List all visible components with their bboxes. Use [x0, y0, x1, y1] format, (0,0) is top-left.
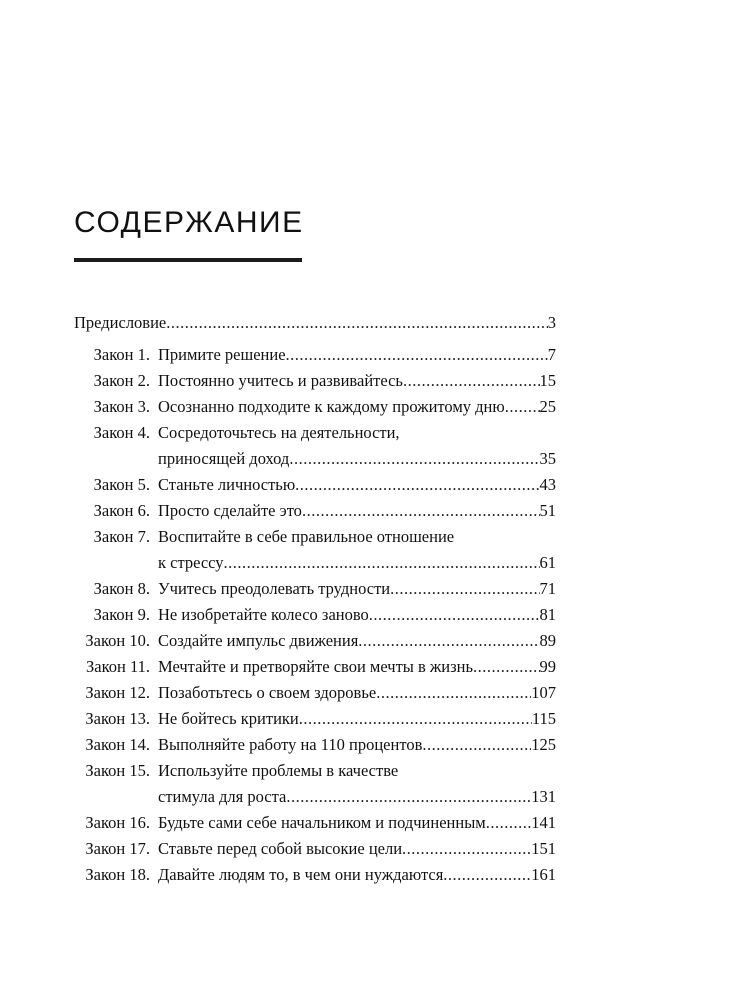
toc-page-number: 107 [531, 683, 556, 702]
toc-entry-text: Предисловие [74, 313, 167, 332]
dot-leader [390, 576, 539, 602]
toc-entry[interactable] [74, 342, 556, 368]
toc-entry-number: Закон 9. [93, 605, 150, 624]
toc-entry-text: стимула для роста [158, 787, 287, 806]
toc-preface[interactable] [74, 310, 556, 336]
toc-page-number: 89 [539, 631, 556, 650]
toc-entry-text: Не изобретайте колесо заново [158, 605, 369, 624]
toc-page-number: 141 [531, 813, 556, 832]
toc-entry-number: Закон 3. [93, 397, 150, 416]
toc-page-number: 51 [539, 501, 556, 520]
toc-page-number: 115 [531, 709, 556, 728]
toc-page-number: 35 [539, 449, 556, 468]
toc-entry-number: Закон 5. [93, 475, 150, 494]
dot-leader [369, 602, 540, 628]
toc-entry-text: Позаботьтесь о своем здоровье [158, 683, 377, 702]
dot-leader [295, 472, 539, 498]
dot-leader [402, 836, 531, 862]
toc-page-number: 7 [547, 345, 556, 364]
toc-entry[interactable] [74, 472, 556, 498]
toc-entry-number: Закон 18. [85, 865, 150, 884]
dot-leader [486, 810, 532, 836]
toc-page-number: 15 [539, 371, 556, 390]
toc-entry-text: Ставьте перед собой высокие цели [158, 839, 403, 858]
toc-entry-text: Постоянно учитесь и развивайтесь [158, 371, 403, 390]
toc-page-number: 81 [539, 605, 556, 624]
dot-leader [299, 706, 532, 732]
toc-entry[interactable] [74, 420, 556, 472]
toc-entry[interactable] [74, 758, 556, 810]
toc-entry-number: Закон 16. [85, 813, 150, 832]
toc-entry[interactable] [74, 498, 556, 524]
toc-entry[interactable] [74, 602, 556, 628]
dot-leader [358, 628, 539, 654]
toc-entry-text: Осознанно подходите к каждому прожитому дню [158, 397, 505, 416]
toc-entry-number: Закон 6. [93, 501, 150, 520]
toc-entry-number: Закон 11. [86, 657, 150, 676]
dot-leader [286, 342, 548, 368]
dot-leader [224, 550, 540, 576]
toc-entry-text: Просто сделайте это [158, 501, 302, 520]
toc-entry-number: Закон 15. [85, 761, 150, 780]
toc-entry-number: Закон 1. [93, 345, 150, 364]
dot-leader [376, 680, 531, 706]
dot-leader [473, 654, 539, 680]
toc-entry-number: Закон 12. [85, 683, 150, 702]
toc-entry[interactable] [74, 394, 556, 420]
toc-page-number: 71 [539, 579, 556, 598]
title-underline [74, 258, 302, 262]
toc-entry-text: Станьте личностью [158, 475, 296, 494]
toc-entry[interactable] [74, 524, 556, 576]
toc-entry-text: Учитесь преодолевать трудности [158, 579, 391, 598]
toc-entry-text: Не бойтесь критики [158, 709, 299, 728]
toc-entry-text: приносящей доход [158, 449, 290, 468]
toc-page-number: 43 [539, 475, 556, 494]
toc-entry-number: Закон 4. [93, 423, 150, 442]
toc-entry-text: Выполняйте работу на 110 процентов [158, 735, 423, 754]
dot-leader [289, 446, 539, 472]
toc-entry-text: Будьте сами себе начальником и подчиненным [158, 813, 486, 832]
toc-entry-text: Давайте людям то, в чем они нуждаются [158, 865, 444, 884]
toc-entry[interactable] [74, 628, 556, 654]
toc-entry[interactable] [74, 654, 556, 680]
toc-entry[interactable] [74, 862, 556, 888]
toc-entry[interactable] [74, 680, 556, 706]
toc-page-number: 131 [531, 787, 556, 806]
toc-entry[interactable] [74, 810, 556, 836]
toc-entry[interactable] [74, 836, 556, 862]
toc-page-number: 25 [539, 397, 556, 416]
toc-entry-text: Создайте импульс движения [158, 631, 359, 650]
toc-entry-text: Воспитайте в себе правильное отношение [158, 527, 455, 546]
toc-entry-number: Закон 10. [85, 631, 150, 650]
toc-entry[interactable] [74, 368, 556, 394]
toc-page-number: 3 [547, 313, 556, 332]
toc-entry-number: Закон 13. [85, 709, 150, 728]
toc-page-number: 151 [531, 839, 556, 858]
toc-page-number: 161 [531, 865, 556, 884]
table-of-contents [74, 310, 556, 888]
toc-entry-text: к стрессу [158, 553, 224, 572]
dot-leader [166, 310, 548, 336]
toc-entry-number: Закон 8. [93, 579, 150, 598]
dot-leader [443, 862, 531, 888]
dot-leader [403, 368, 540, 394]
toc-entry-number: Закон 17. [85, 839, 150, 858]
toc-entry-text: Примите решение [158, 345, 286, 364]
toc-entry-text: Сосредоточьтесь на деятельности, [158, 423, 400, 442]
toc-entry-number: Закон 14. [85, 735, 150, 754]
toc-entry-text: Мечтайте и претворяйте свои мечты в жизнь [158, 657, 474, 676]
toc-entry-number: Закон 7. [93, 527, 150, 546]
toc-entry[interactable] [74, 732, 556, 758]
toc-entry-text: Используйте проблемы в качестве [158, 761, 399, 780]
dot-leader [505, 394, 540, 420]
dot-leader [302, 498, 540, 524]
dot-leader [422, 732, 531, 758]
toc-entry[interactable] [74, 706, 556, 732]
toc-page-number: 61 [539, 553, 556, 572]
toc-page-number: 125 [531, 735, 556, 754]
toc-page-number: 99 [539, 657, 556, 676]
toc-entry[interactable] [74, 576, 556, 602]
dot-leader [286, 784, 531, 810]
page-title: СОДЕРЖАНИЕ [74, 206, 304, 239]
toc-entry-number: Закон 2. [93, 371, 150, 390]
